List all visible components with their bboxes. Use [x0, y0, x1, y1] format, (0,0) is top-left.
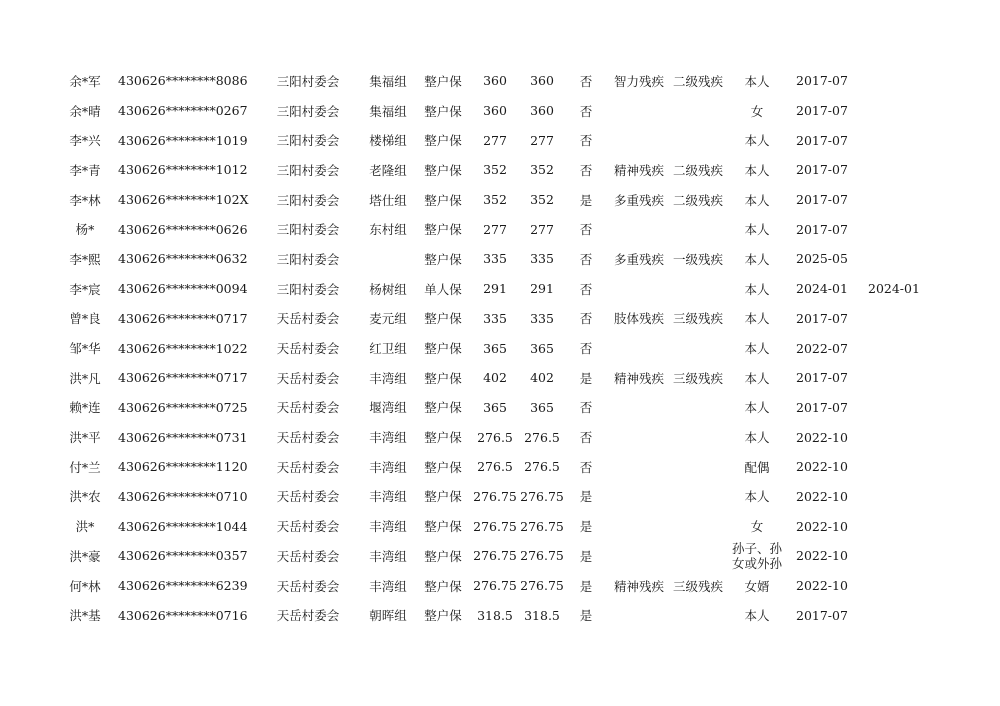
group-cell	[366, 244, 410, 274]
relation-cell: 女	[750, 103, 764, 119]
amount-cell: 318.5	[477, 607, 513, 623]
disability-level-cell	[670, 274, 726, 304]
disability-level-cell: 三级残疾	[672, 578, 723, 594]
id-number-cell: 430626********0267	[118, 103, 248, 119]
id-number-cell: 430626********0094	[118, 281, 248, 297]
flag-cell: 否	[579, 341, 593, 357]
relation-cell: 女婿	[744, 578, 770, 594]
start-date-cell: 2017-07	[796, 399, 848, 415]
name-cell: 付*兰	[69, 459, 101, 475]
end-date-cell	[868, 422, 918, 452]
start-date-cell: 2017-07	[796, 73, 848, 89]
table-row	[0, 304, 1000, 334]
start-date-cell: 2022-10	[796, 518, 848, 534]
relation-cell: 本人	[744, 222, 770, 238]
amount-cell: 335	[483, 310, 507, 326]
disability-level-cell	[670, 333, 726, 363]
relation-cell: 本人	[744, 133, 770, 149]
village-cell: 三阳村委会	[276, 133, 340, 149]
name-cell: 李*宸	[69, 281, 101, 297]
table-row	[0, 571, 1000, 601]
end-date-cell	[868, 541, 918, 571]
start-date-cell: 2017-07	[796, 162, 848, 178]
end-date-cell	[868, 393, 918, 423]
relation-cell: 本人	[744, 281, 770, 297]
disability-level-cell	[670, 393, 726, 423]
flag-cell: 否	[579, 459, 593, 475]
end-date-cell	[868, 214, 918, 244]
flag-cell: 是	[579, 578, 593, 594]
flag-cell: 否	[579, 251, 593, 267]
id-number-cell: 430626********6239	[118, 578, 248, 594]
group-cell: 堰湾组	[369, 400, 407, 416]
id-number-cell: 430626********1019	[118, 132, 248, 148]
name-cell: 李*熙	[69, 251, 101, 267]
disability-level-cell	[670, 511, 726, 541]
assistance-type-cell: 整户保	[424, 341, 462, 357]
id-number-cell: 430626********1012	[118, 162, 248, 178]
name-cell: 洪*	[75, 519, 95, 535]
end-date-cell	[868, 482, 918, 512]
disability-level-cell	[670, 452, 726, 482]
table-row	[0, 333, 1000, 363]
disability-type-cell	[611, 96, 667, 126]
start-date-cell: 2017-07	[796, 607, 848, 623]
relation-cell: 本人	[744, 430, 770, 446]
disability-level-cell: 二级残疾	[672, 192, 723, 208]
amount-cell: 277	[483, 221, 507, 237]
amount-cell: 277	[483, 132, 507, 148]
amount-cell: 291	[483, 281, 507, 297]
group-cell: 麦元组	[369, 311, 407, 327]
flag-cell: 否	[579, 281, 593, 297]
amount-cell: 360	[483, 73, 507, 89]
relation-cell: 女	[750, 519, 764, 535]
assistance-type-cell: 整户保	[424, 192, 462, 208]
assistance-type-cell: 整户保	[424, 311, 462, 327]
relation-cell: 本人	[744, 162, 770, 178]
name-cell: 洪*豪	[69, 548, 101, 564]
relation-cell: 本人	[744, 608, 770, 624]
start-date-cell: 2022-10	[796, 578, 848, 594]
amount-total-cell: 291	[530, 281, 554, 297]
end-date-cell	[868, 185, 918, 215]
start-date-cell: 2017-07	[796, 132, 848, 148]
id-number-cell: 430626********1022	[118, 340, 248, 356]
amount-cell: 365	[483, 340, 507, 356]
name-cell: 李*青	[69, 162, 101, 178]
amount-total-cell: 365	[530, 399, 554, 415]
amount-cell: 276.5	[477, 459, 513, 475]
amount-total-cell: 276.5	[524, 429, 560, 445]
disability-level-cell	[670, 96, 726, 126]
group-cell: 丰湾组	[369, 430, 407, 446]
end-date-cell: 2024-01	[868, 281, 920, 297]
disability-level-cell	[670, 600, 726, 630]
amount-total-cell: 276.75	[520, 488, 564, 504]
name-cell: 赖*连	[69, 400, 101, 416]
relation-cell: 本人	[744, 311, 770, 327]
group-cell: 楼梯组	[369, 133, 407, 149]
disability-type-cell	[611, 511, 667, 541]
id-number-cell: 430626********0710	[118, 488, 248, 504]
relation-cell: 本人	[744, 400, 770, 416]
end-date-cell	[868, 511, 918, 541]
assistance-type-cell: 整户保	[424, 548, 462, 564]
table-row	[0, 482, 1000, 512]
start-date-cell: 2022-10	[796, 429, 848, 445]
flag-cell: 是	[579, 489, 593, 505]
amount-cell: 352	[483, 162, 507, 178]
flag-cell: 否	[579, 400, 593, 416]
village-cell: 三阳村委会	[276, 281, 340, 297]
village-cell: 天岳村委会	[276, 311, 340, 327]
village-cell: 天岳村委会	[276, 578, 340, 594]
flag-cell: 否	[579, 162, 593, 178]
flag-cell: 否	[579, 222, 593, 238]
id-number-cell: 430626********1044	[118, 518, 248, 534]
group-cell: 丰湾组	[369, 370, 407, 386]
relation-cell: 本人	[744, 370, 770, 386]
end-date-cell	[868, 363, 918, 393]
village-cell: 三阳村委会	[276, 73, 340, 89]
id-number-cell: 430626********0717	[118, 310, 248, 326]
amount-cell: 276.75	[473, 518, 517, 534]
village-cell: 天岳村委会	[276, 430, 340, 446]
amount-cell: 276.75	[473, 578, 517, 594]
disability-type-cell: 多重残疾	[613, 251, 664, 267]
amount-total-cell: 335	[530, 251, 554, 267]
end-date-cell	[868, 96, 918, 126]
assistance-type-cell: 整户保	[424, 400, 462, 416]
relation-cell: 本人	[744, 341, 770, 357]
group-cell: 丰湾组	[369, 459, 407, 475]
group-cell: 丰湾组	[369, 519, 407, 535]
flag-cell: 否	[579, 430, 593, 446]
end-date-cell	[868, 66, 918, 96]
village-cell: 三阳村委会	[276, 192, 340, 208]
amount-total-cell: 335	[530, 310, 554, 326]
village-cell: 三阳村委会	[276, 251, 340, 267]
assistance-type-cell: 整户保	[424, 251, 462, 267]
disability-level-cell	[670, 125, 726, 155]
amount-total-cell: 365	[530, 340, 554, 356]
assistance-type-cell: 整户保	[424, 519, 462, 535]
assistance-type-cell: 整户保	[424, 162, 462, 178]
disability-type-cell	[611, 452, 667, 482]
name-cell: 洪*平	[69, 430, 101, 446]
id-number-cell: 430626********102X	[118, 192, 249, 208]
amount-cell: 402	[483, 370, 507, 386]
disability-type-cell	[611, 274, 667, 304]
table-row	[0, 363, 1000, 393]
disability-type-cell: 精神残疾	[613, 578, 664, 594]
flag-cell: 是	[579, 548, 593, 564]
name-cell: 余*晴	[69, 103, 101, 119]
table-row	[0, 541, 1000, 571]
id-number-cell: 430626********0717	[118, 370, 248, 386]
table-row	[0, 511, 1000, 541]
disability-level-cell	[670, 422, 726, 452]
group-cell: 丰湾组	[369, 489, 407, 505]
assistance-type-cell: 整户保	[424, 222, 462, 238]
village-cell: 天岳村委会	[276, 608, 340, 624]
name-cell: 洪*农	[69, 489, 101, 505]
amount-total-cell: 276.75	[520, 578, 564, 594]
amount-total-cell: 277	[530, 221, 554, 237]
name-cell: 曾*良	[69, 311, 101, 327]
amount-cell: 335	[483, 251, 507, 267]
amount-total-cell: 352	[530, 192, 554, 208]
group-cell: 红卫组	[369, 341, 407, 357]
disability-type-cell	[611, 482, 667, 512]
end-date-cell	[868, 304, 918, 334]
assistance-type-cell: 整户保	[424, 133, 462, 149]
relation-cell: 本人	[744, 489, 770, 505]
start-date-cell: 2022-10	[796, 548, 848, 564]
assistance-type-cell: 整户保	[424, 459, 462, 475]
relation-cell: 孙子、孙女或外孙	[731, 540, 782, 571]
disability-type-cell	[611, 541, 667, 571]
flag-cell: 是	[579, 192, 593, 208]
end-date-cell	[868, 571, 918, 601]
group-cell: 塔仕组	[369, 192, 407, 208]
table-row	[0, 422, 1000, 452]
table-row	[0, 214, 1000, 244]
amount-total-cell: 276.5	[524, 459, 560, 475]
flag-cell: 是	[579, 370, 593, 386]
disability-type-cell	[611, 214, 667, 244]
table-row	[0, 96, 1000, 126]
start-date-cell: 2025-05	[796, 251, 848, 267]
group-cell: 老隆组	[369, 162, 407, 178]
name-cell: 何*林	[69, 578, 101, 594]
village-cell: 天岳村委会	[276, 459, 340, 475]
village-cell: 天岳村委会	[276, 548, 340, 564]
disability-type-cell	[611, 125, 667, 155]
amount-total-cell: 360	[530, 103, 554, 119]
disability-type-cell	[611, 393, 667, 423]
disability-level-cell: 三级残疾	[672, 370, 723, 386]
id-number-cell: 430626********8086	[118, 73, 248, 89]
amount-cell: 276.5	[477, 429, 513, 445]
end-date-cell	[868, 125, 918, 155]
relation-cell: 配偶	[744, 459, 770, 475]
group-cell: 朝晖组	[369, 608, 407, 624]
disability-type-cell: 精神残疾	[613, 162, 664, 178]
village-cell: 天岳村委会	[276, 519, 340, 535]
start-date-cell: 2022-07	[796, 340, 848, 356]
disability-level-cell	[670, 214, 726, 244]
village-cell: 三阳村委会	[276, 162, 340, 178]
assistance-type-cell: 整户保	[424, 608, 462, 624]
id-number-cell: 430626********0716	[118, 607, 248, 623]
start-date-cell: 2017-07	[796, 192, 848, 208]
id-number-cell: 430626********0626	[118, 221, 248, 237]
table-row	[0, 393, 1000, 423]
disability-type-cell	[611, 600, 667, 630]
amount-cell: 276.75	[473, 548, 517, 564]
flag-cell: 是	[579, 519, 593, 535]
flag-cell: 否	[579, 73, 593, 89]
village-cell: 天岳村委会	[276, 489, 340, 505]
table-row	[0, 452, 1000, 482]
relation-cell: 本人	[744, 73, 770, 89]
table-row	[0, 600, 1000, 630]
table-row	[0, 274, 1000, 304]
table-row	[0, 185, 1000, 215]
id-number-cell: 430626********0357	[118, 548, 248, 564]
assistance-type-cell: 整户保	[424, 370, 462, 386]
id-number-cell: 430626********0731	[118, 429, 248, 445]
relation-cell: 本人	[744, 192, 770, 208]
table-row	[0, 66, 1000, 96]
group-cell: 丰湾组	[369, 578, 407, 594]
name-cell: 洪*凡	[69, 370, 101, 386]
assistance-type-cell: 整户保	[424, 430, 462, 446]
table-row	[0, 155, 1000, 185]
disability-type-cell	[611, 333, 667, 363]
table-row	[0, 244, 1000, 274]
amount-total-cell: 318.5	[524, 607, 560, 623]
end-date-cell	[868, 333, 918, 363]
disability-type-cell: 精神残疾	[613, 370, 664, 386]
relation-cell: 本人	[744, 251, 770, 267]
name-cell: 李*兴	[69, 133, 101, 149]
group-cell: 丰湾组	[369, 548, 407, 564]
village-cell: 天岳村委会	[276, 370, 340, 386]
flag-cell: 否	[579, 311, 593, 327]
disability-type-cell	[611, 422, 667, 452]
start-date-cell: 2017-07	[796, 310, 848, 326]
start-date-cell: 2017-07	[796, 370, 848, 386]
name-cell: 邹*华	[69, 341, 101, 357]
end-date-cell	[868, 600, 918, 630]
assistance-type-cell: 整户保	[424, 73, 462, 89]
assistance-type-cell: 单人保	[424, 281, 462, 297]
amount-total-cell: 276.75	[520, 518, 564, 534]
end-date-cell	[868, 155, 918, 185]
flag-cell: 否	[579, 103, 593, 119]
group-cell: 杨树组	[369, 281, 407, 297]
assistance-type-cell: 整户保	[424, 489, 462, 505]
flag-cell: 是	[579, 608, 593, 624]
village-cell: 天岳村委会	[276, 400, 340, 416]
name-cell: 杨*	[75, 222, 95, 238]
disability-type-cell: 多重残疾	[613, 192, 664, 208]
id-number-cell: 430626********0632	[118, 251, 248, 267]
group-cell: 东村组	[369, 222, 407, 238]
village-cell: 天岳村委会	[276, 341, 340, 357]
disability-level-cell: 二级残疾	[672, 73, 723, 89]
end-date-cell	[868, 452, 918, 482]
start-date-cell: 2022-10	[796, 459, 848, 475]
village-cell: 三阳村委会	[276, 103, 340, 119]
records-table	[0, 66, 1000, 630]
end-date-cell	[868, 244, 918, 274]
disability-level-cell	[670, 482, 726, 512]
assistance-type-cell: 整户保	[424, 578, 462, 594]
amount-total-cell: 360	[530, 73, 554, 89]
id-number-cell: 430626********0725	[118, 399, 248, 415]
amount-cell: 360	[483, 103, 507, 119]
disability-type-cell: 智力残疾	[613, 73, 664, 89]
flag-cell: 否	[579, 133, 593, 149]
disability-level-cell: 一级残疾	[672, 251, 723, 267]
name-cell: 余*军	[69, 73, 101, 89]
start-date-cell: 2017-07	[796, 221, 848, 237]
id-number-cell: 430626********1120	[118, 459, 248, 475]
amount-total-cell: 276.75	[520, 548, 564, 564]
village-cell: 三阳村委会	[276, 222, 340, 238]
disability-level-cell	[670, 541, 726, 571]
name-cell: 洪*基	[69, 608, 101, 624]
amount-cell: 276.75	[473, 488, 517, 504]
assistance-type-cell: 整户保	[424, 103, 462, 119]
table-row	[0, 125, 1000, 155]
group-cell: 集福组	[369, 73, 407, 89]
disability-type-cell: 肢体残疾	[613, 311, 664, 327]
group-cell: 集福组	[369, 103, 407, 119]
amount-total-cell: 402	[530, 370, 554, 386]
amount-cell: 365	[483, 399, 507, 415]
name-cell: 李*林	[69, 192, 101, 208]
start-date-cell: 2022-10	[796, 488, 848, 504]
amount-cell: 352	[483, 192, 507, 208]
disability-level-cell: 三级残疾	[672, 311, 723, 327]
amount-total-cell: 352	[530, 162, 554, 178]
start-date-cell: 2024-01	[796, 281, 848, 297]
disability-level-cell: 二级残疾	[672, 162, 723, 178]
amount-total-cell: 277	[530, 132, 554, 148]
start-date-cell: 2017-07	[796, 103, 848, 119]
